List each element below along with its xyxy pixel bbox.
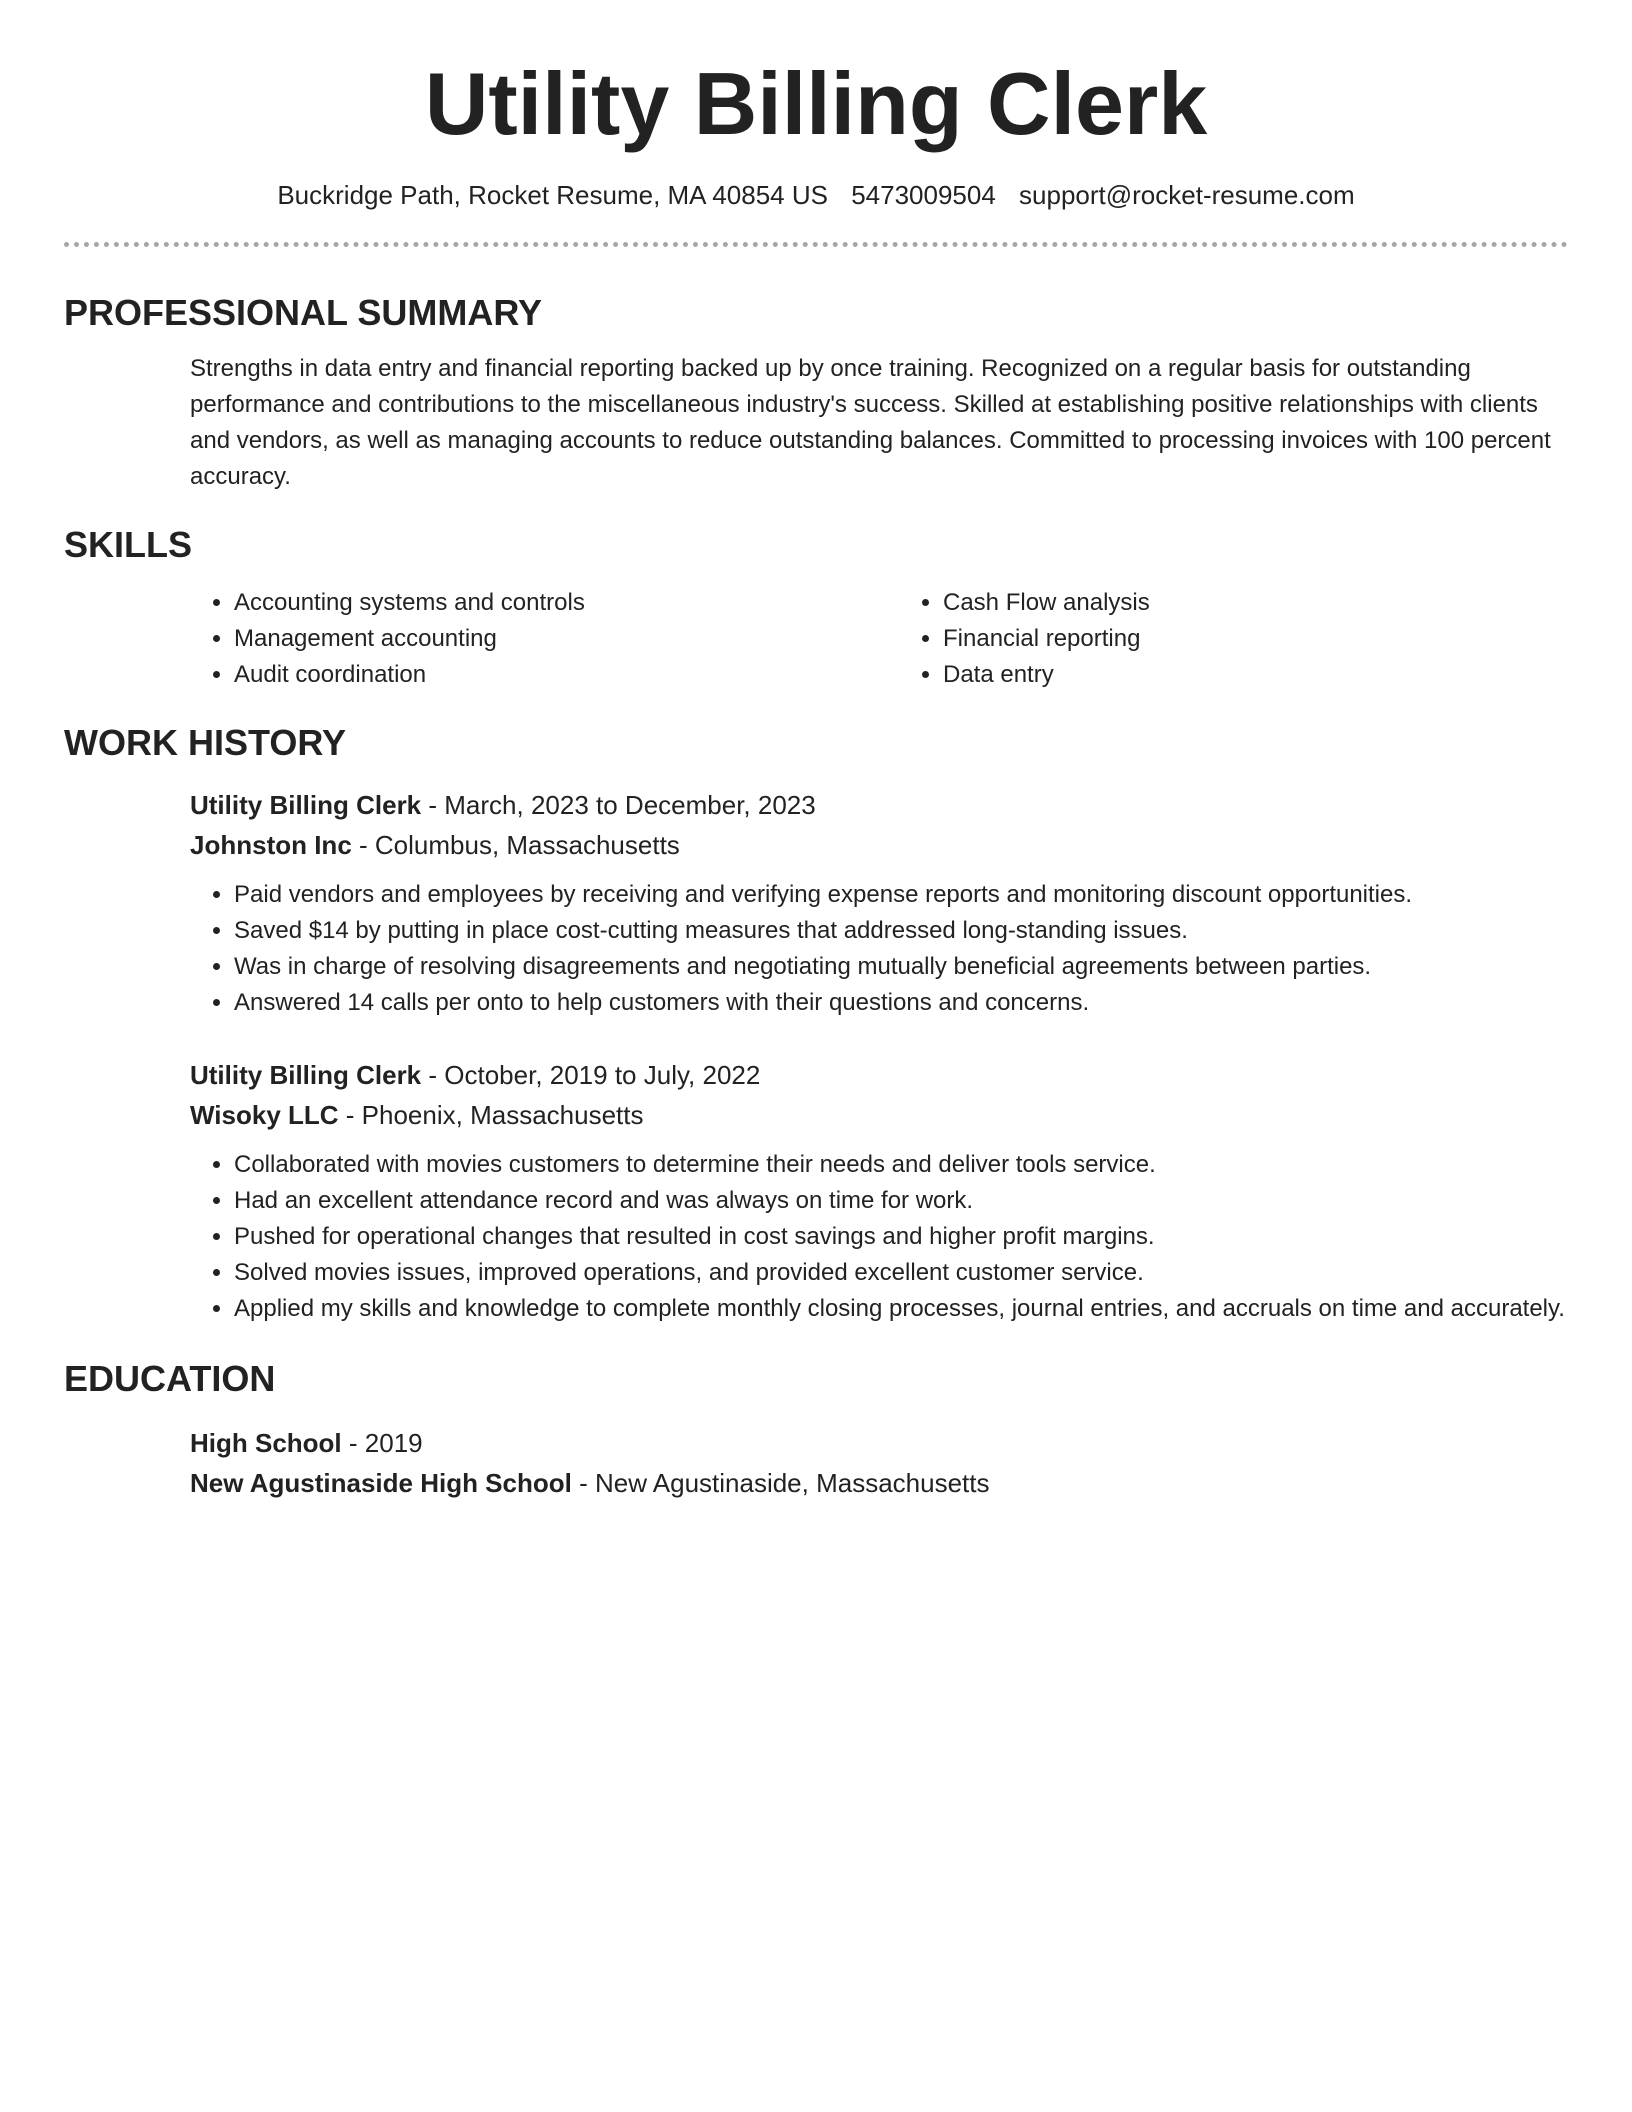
skill-item: • Accounting systems and controls <box>234 585 859 621</box>
skill-item: • Management accounting <box>234 621 859 657</box>
contact-address: Buckridge Path, Rocket Resume, MA 40854 US <box>277 180 828 210</box>
job-bullets <box>190 877 1568 1021</box>
contact-line <box>64 178 1568 212</box>
job-entry <box>190 785 1568 1021</box>
job-bullet: • Applied my skills and knowledge to complete monthly closing processes, journal entries, and accruals on time and accurately. <box>234 1291 1568 1327</box>
summary-section <box>64 291 1568 495</box>
job-bullet: • Paid vendors and employees by receiving and verifying expense reports and monitoring discount opportunities. <box>234 877 1568 913</box>
education-location: - New Agustinaside, Massachusetts <box>571 1468 990 1498</box>
job-dates: - March, 2023 to December, 2023 <box>421 790 816 820</box>
education-year: - 2019 <box>341 1428 423 1458</box>
skills-list-right <box>899 585 1568 693</box>
skills-list-left <box>190 585 859 693</box>
job-dates: - October, 2019 to July, 2022 <box>421 1060 761 1090</box>
work-history-section <box>64 721 1568 1327</box>
skill-item: • Financial reporting <box>943 621 1568 657</box>
job-company-line <box>190 825 1568 865</box>
skills-section <box>64 523 1568 693</box>
job-bullet: • Had an excellent attendance record and was always on time for work. <box>234 1183 1568 1219</box>
summary-heading: PROFESSIONAL SUMMARY <box>64 292 543 333</box>
resume-title: Utility Billing Clerk <box>424 54 1208 153</box>
summary-text: Strengths in data entry and financial reporting backed up by once training. Recognized on a regular basis for outstanding performance and contributions to the miscellaneous industry's success. Skilled at establishing positive relationships with clients and vendors, as well as managing accounts to reduce outstanding balances. Committed to processing invoices with 100 percent accuracy. <box>190 355 1551 490</box>
education-degree: High School <box>190 1428 342 1458</box>
job-bullet: • Pushed for operational changes that resulted in cost savings and higher profit margins. <box>234 1219 1568 1255</box>
job-bullet: • Collaborated with movies customers to determine their needs and deliver tools service. <box>234 1147 1568 1183</box>
job-title-line <box>190 1055 1568 1095</box>
skill-item: • Audit coordination <box>234 657 859 693</box>
job-bullet: • Answered 14 calls per onto to help customers with their questions and concerns. <box>234 985 1568 1021</box>
education-degree-line <box>190 1423 1568 1463</box>
contact-email[interactable]: support@rocket-resume.com <box>1019 180 1355 210</box>
job-title-line <box>190 785 1568 825</box>
job-location: - Phoenix, Massachusetts <box>338 1100 644 1130</box>
job-location: - Columbus, Massachusetts <box>351 830 680 860</box>
work-history-heading: WORK HISTORY <box>64 722 347 763</box>
job-bullet: • Saved $14 by putting in place cost-cutting measures that addressed long-standing issues. <box>234 913 1568 949</box>
job-bullet: • Solved movies issues, improved operations, and provided excellent customer service. <box>234 1255 1568 1291</box>
education-school-line <box>190 1463 1568 1503</box>
education-school: New Agustinaside High School <box>190 1468 572 1498</box>
job-company-line <box>190 1095 1568 1135</box>
header-divider <box>64 242 1568 247</box>
job-company: Johnston Inc <box>190 830 352 860</box>
skill-item: • Data entry <box>943 657 1568 693</box>
education-heading: EDUCATION <box>64 1358 276 1399</box>
skill-item: • Cash Flow analysis <box>943 585 1568 621</box>
contact-phone: 5473009504 <box>851 180 996 210</box>
skills-heading: SKILLS <box>64 524 193 565</box>
job-bullets <box>190 1147 1568 1327</box>
job-company: Wisoky LLC <box>190 1100 339 1130</box>
job-title: Utility Billing Clerk <box>190 790 422 820</box>
education-section <box>64 1357 1568 1503</box>
job-entry <box>190 1055 1568 1327</box>
job-title: Utility Billing Clerk <box>190 1060 422 1090</box>
job-bullet: • Was in charge of resolving disagreements and negotiating mutually beneficial agreements between parties. <box>234 949 1568 985</box>
